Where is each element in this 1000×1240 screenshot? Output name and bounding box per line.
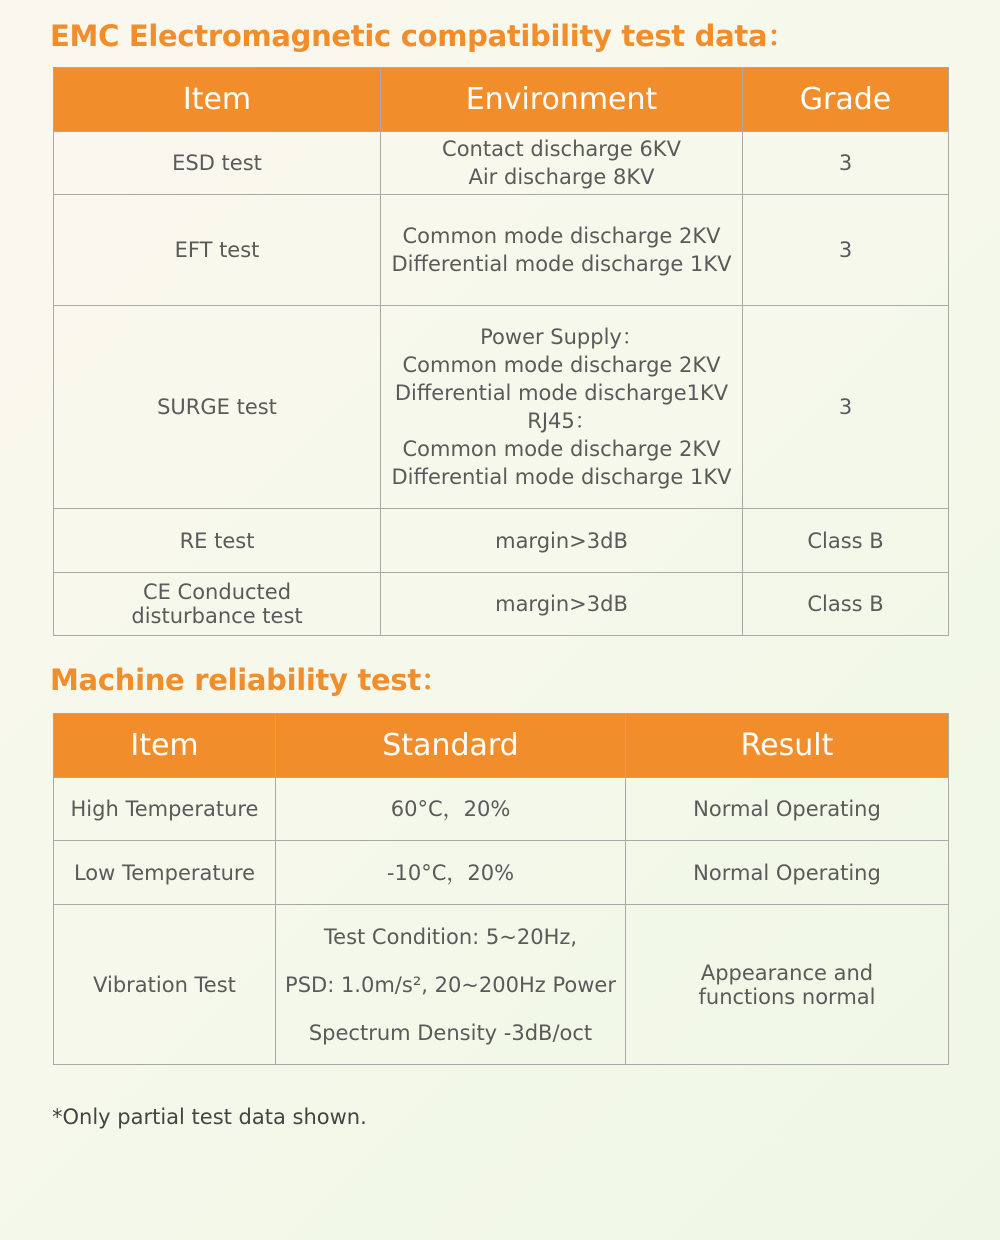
grade-cell: Class B: [743, 573, 949, 636]
item-cell: EFT test: [54, 195, 381, 306]
column-header-grade: Grade: [743, 68, 949, 132]
reliability-section-title: Machine reliability test：: [50, 663, 450, 697]
emc-test-table: [53, 67, 949, 636]
column-header-environment: Environment: [381, 68, 743, 132]
environment-cell: margin>3dB: [381, 573, 743, 636]
item-cell: High Temperature: [54, 778, 276, 841]
table-row: [54, 573, 949, 636]
column-header-result: Result: [626, 714, 949, 778]
column-header-item: Item: [54, 714, 276, 778]
result-cell: Normal Operating: [626, 841, 949, 905]
column-header-standard: Standard: [276, 714, 626, 778]
environment-cell: Contact discharge 6KV Air discharge 8KV: [381, 132, 743, 195]
result-cell: Normal Operating: [626, 778, 949, 841]
environment-cell: margin>3dB: [381, 509, 743, 573]
environment-cell: Power Supply： Common mode discharge 2KV Differential mode discharge1KV RJ45： Common mode discharge 2KV Differential mode discharge 1KV: [381, 306, 743, 509]
grade-cell: 3: [743, 306, 949, 509]
standard-cell: -10°C，20%: [276, 841, 626, 905]
grade-cell: 3: [743, 195, 949, 306]
standard-cell: 60°C，20%: [276, 778, 626, 841]
item-cell: RE test: [54, 509, 381, 573]
footnote: *Only partial test data shown.: [52, 1105, 367, 1129]
grade-cell: 3: [743, 132, 949, 195]
table-row: [54, 905, 949, 1065]
table-row: [54, 132, 949, 195]
environment-cell: Common mode discharge 2KV Differential mode discharge 1KV: [381, 195, 743, 306]
table-header-row: [54, 68, 949, 132]
table-row: [54, 195, 949, 306]
table-row: [54, 509, 949, 573]
column-header-item: Item: [54, 68, 381, 132]
grade-cell: Class B: [743, 509, 949, 573]
table-header-row: [54, 714, 949, 778]
table-row: [54, 306, 949, 509]
item-cell: Low Temperature: [54, 841, 276, 905]
reliability-test-table: [53, 713, 949, 1065]
emc-section-title: EMC Electromagnetic compatibility test data：: [50, 19, 796, 53]
table-row: [54, 778, 949, 841]
item-cell: ESD test: [54, 132, 381, 195]
result-cell: Appearance and functions normal: [626, 905, 949, 1065]
table-row: [54, 841, 949, 905]
item-cell: CE Conducted disturbance test: [54, 573, 381, 636]
item-cell: Vibration Test: [54, 905, 276, 1065]
item-cell: SURGE test: [54, 306, 381, 509]
standard-cell: Test Condition: 5~20Hz, PSD: 1.0m/s², 20~200Hz Power Spectrum Density -3dB/oct: [276, 905, 626, 1065]
